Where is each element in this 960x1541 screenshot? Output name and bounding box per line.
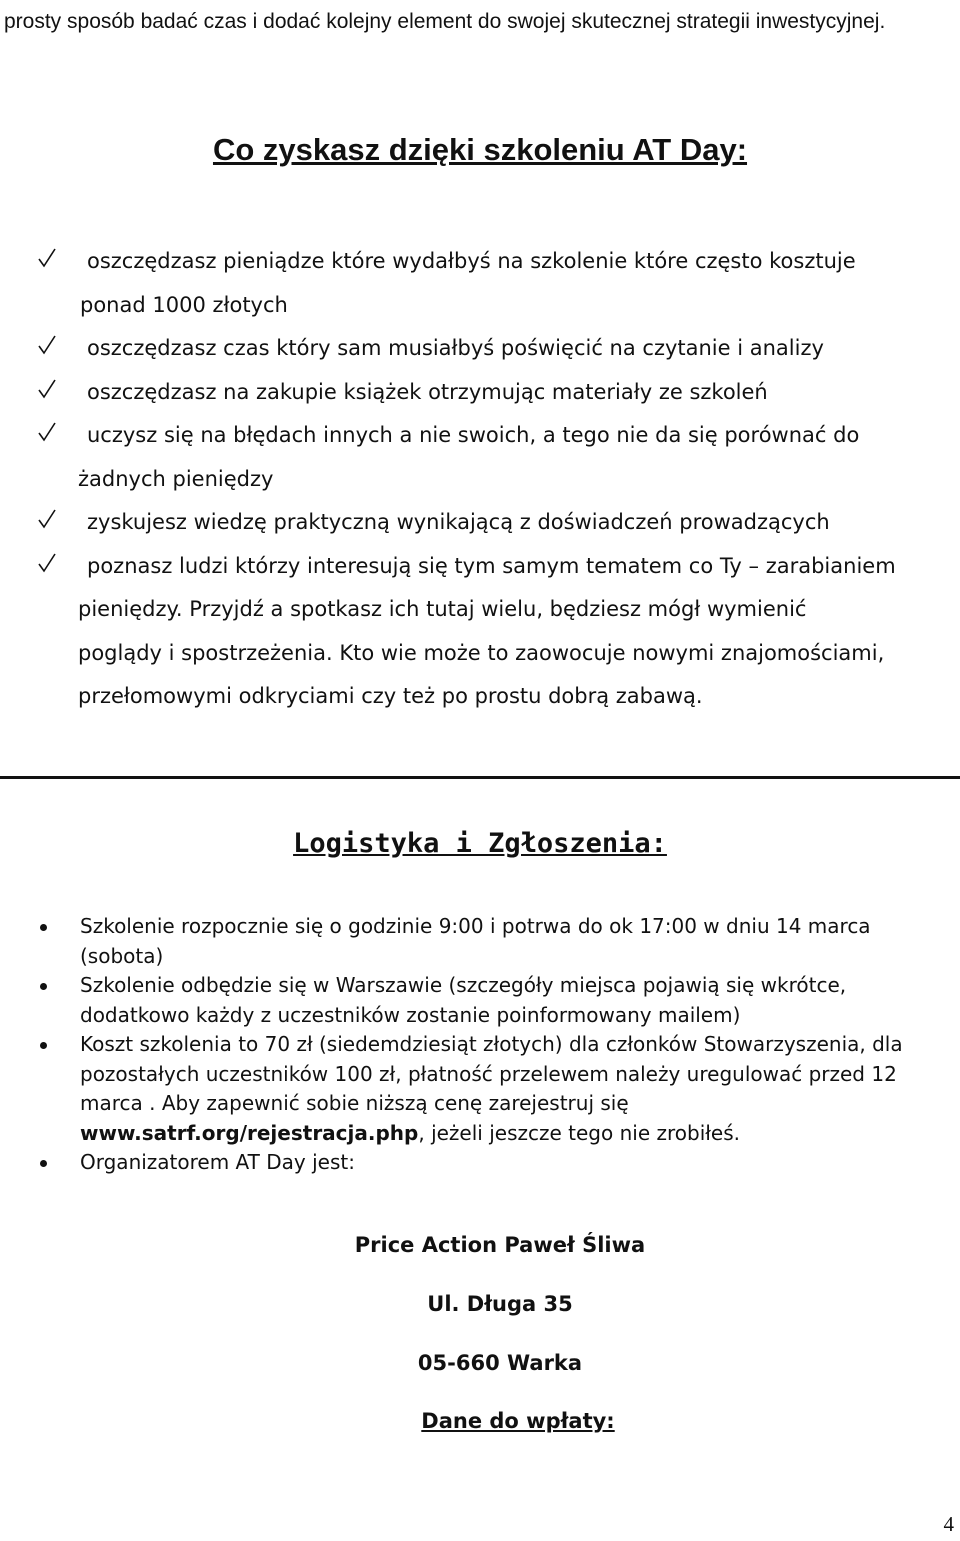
list-item bbox=[0, 371, 960, 415]
checkmark-icon bbox=[38, 509, 56, 529]
section-title-benefits: Co zyskasz dzięki szkoleniu AT Day: bbox=[212, 132, 748, 167]
logistics-text: , jeżeli jeszcze tego nie zrobiłeś. bbox=[418, 1120, 741, 1145]
benefit-text: przełomowymi odkryciami czy też po prostu dobrą zabawą. bbox=[78, 684, 703, 708]
benefit-text: oszczędzasz pieniądze które wydałbyś na szkolenie które często kosztuje bbox=[87, 249, 856, 273]
benefit-text: zyskujesz wiedzę praktyczną wynikającą z doświadczeń prowadzących bbox=[87, 510, 830, 534]
registration-link[interactable]: www.satrf.org/rejestracja.php bbox=[80, 1120, 419, 1145]
bullet-icon bbox=[40, 1160, 47, 1167]
bullet-icon bbox=[40, 983, 47, 990]
list-item bbox=[0, 414, 960, 501]
page-number: 4 bbox=[943, 1512, 954, 1536]
organizer-city: 05-660 Warka bbox=[417, 1351, 583, 1375]
checkmark-icon bbox=[38, 422, 56, 442]
logistics-list bbox=[0, 912, 930, 1178]
checkmark-icon bbox=[38, 379, 56, 399]
list-item bbox=[0, 1148, 930, 1178]
list-item bbox=[0, 971, 930, 1030]
logistics-text: Szkolenie rozpocznie się o godzinie 9:00 i potrwa do ok 17:00 w dniu 14 marca (sobota) bbox=[80, 914, 871, 968]
benefit-text: pieniędzy. Przyjdź a spotkasz ich tutaj wielu, będziesz mógł wymienić bbox=[78, 597, 807, 621]
checkmark-icon bbox=[38, 248, 56, 268]
bullet-icon bbox=[40, 924, 47, 931]
list-item bbox=[0, 1030, 930, 1148]
horizontal-divider bbox=[0, 776, 960, 779]
logistics-text: Organizatorem AT Day jest: bbox=[80, 1150, 355, 1174]
list-item bbox=[0, 327, 960, 371]
benefit-text: oszczędzasz na zakupie książek otrzymując materiały ze szkoleń bbox=[87, 379, 768, 404]
bullet-icon bbox=[40, 1042, 47, 1049]
payment-heading: Dane do wpłaty: bbox=[421, 1409, 615, 1433]
benefits-list bbox=[0, 240, 960, 719]
benefit-text: żadnych pieniędzy bbox=[78, 466, 274, 491]
logistics-text: Szkolenie odbędzie się w Warszawie (szczegóły miejsca pojawią się wkrótce, dodatkowo każdy z uczestników zostanie poinformowany mailem) bbox=[80, 973, 847, 1027]
benefit-text: ponad 1000 złotych bbox=[80, 292, 288, 317]
benefit-text: uczysz się na błędach innych a nie swoich, a tego nie da się porównać do bbox=[87, 423, 860, 447]
logistics-text: Koszt szkolenia to 70 zł (siedemdziesiąt złotych) dla członków Stowarzyszenia, dla pozostałych uczestników 100 zł, płatność przelewem należy uregulować przed 12 marca . Aby zapewnić sobie niższą cenę zarejestruj się bbox=[80, 1032, 903, 1115]
benefit-text: oszczędzasz czas który sam musiałbyś poświęcić na czytanie i analizy bbox=[87, 336, 824, 360]
list-item bbox=[0, 912, 930, 971]
list-item bbox=[0, 545, 960, 719]
section-title-logistics: Logistyka i Zgłoszenia: bbox=[293, 828, 667, 859]
checkmark-icon bbox=[38, 335, 56, 355]
organizer-street: Ul. Długa 35 bbox=[427, 1292, 573, 1316]
list-item bbox=[0, 501, 960, 545]
organizer-name: Price Action Paweł Śliwa bbox=[354, 1233, 646, 1257]
benefit-text: poznasz ludzi którzy interesują się tym samym tematem co Ty – zarabianiem bbox=[87, 553, 896, 578]
list-item bbox=[0, 240, 960, 327]
benefit-text: poglądy i spostrzeżenia. Kto wie może to zaowocuje nowymi znajomościami, bbox=[78, 640, 885, 665]
checkmark-icon bbox=[38, 553, 56, 573]
intro-paragraph: prosty sposób badać czas i dodać kolejny element do swojej skutecznej strategii inwestycyjnej. bbox=[4, 10, 886, 33]
